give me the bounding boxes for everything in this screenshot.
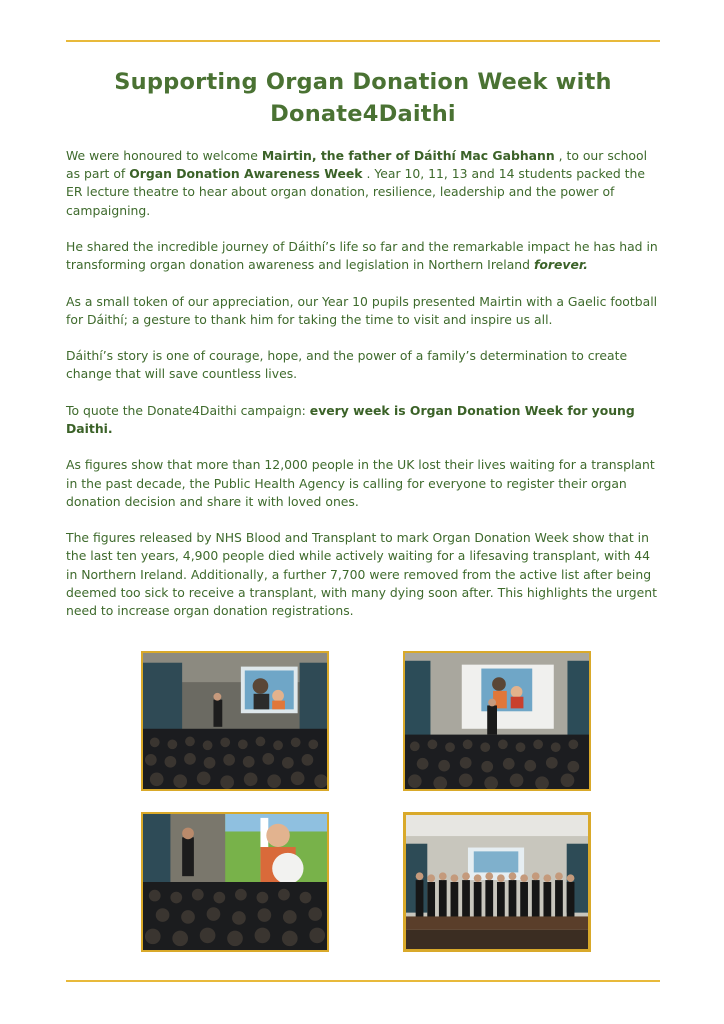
text-run: To quote the Donate4Daithi campaign: <box>66 402 310 418</box>
paragraph-welcome <box>66 147 662 220</box>
speaker-at-screen-photo <box>403 651 591 791</box>
top-divider <box>66 40 660 42</box>
text-run: We were honoured to welcome <box>66 148 262 163</box>
paragraph-nhs: The figures released by NHS Blood and Transplant to mark Organ Donation Week show that in the last ten years, 4,900 people died while actively waiting for a lifesaving transplant, with 44 in Northern Ireland. Additionally, a further 7,700 were removed from the active list after being deemed too sick to receive a transplant, with many dying soon after. This highlights the urgent need to increase organ donation registrations. <box>66 530 657 618</box>
paragraph-figures: As figures show that more than 12,000 people in the UK lost their lives waiting for a transplant in the past decade, the Public Health Agency is calling for everyone to register their organ donation decision and share it with loved ones. <box>66 457 655 509</box>
gaelic-football-photo <box>141 812 329 952</box>
emphasis-forever: forever. <box>533 257 588 273</box>
campaign-quote: every week is Organ Donation Week for young Daithi. <box>66 402 635 436</box>
paragraph-token: As a small token of our appreciation, our Year 10 pupils presented Mairtin with a Gaelic football for Dáithí; a gesture to thank him for taking the time to visit and inspire us all. <box>66 293 658 327</box>
paragraph-quote <box>66 402 662 438</box>
speaker-name: Mairtin, the father of Dáithí Mac Gabhann <box>261 148 555 163</box>
event-name: Organ Donation Awareness Week <box>129 166 363 182</box>
paragraph-journey <box>66 238 662 274</box>
paragraph-story: Dáithí’s story is one of courage, hope, and the power of a family’s determination to create change that will save countless lives. <box>66 348 628 382</box>
speaker-with-screen-photo <box>141 651 329 791</box>
group-on-stage-photo <box>403 812 591 952</box>
bottom-divider <box>66 980 660 982</box>
text-run: . Year 10, 11, 13 and 14 students packed the ER lecture theatre to hear about organ donation, resilience, leadership and the power of campaigning. <box>66 166 645 218</box>
article-body <box>66 147 662 638</box>
text-run: He shared the incredible journey of Dáithí’s life so far and the remarkable impact he has had in transforming organ donation awareness and legislation in Northern Ireland <box>66 239 658 273</box>
page-title: Supporting Organ Donation Week with Donate4Daithi <box>114 69 612 127</box>
text-run: , to our school as part of <box>66 148 648 182</box>
